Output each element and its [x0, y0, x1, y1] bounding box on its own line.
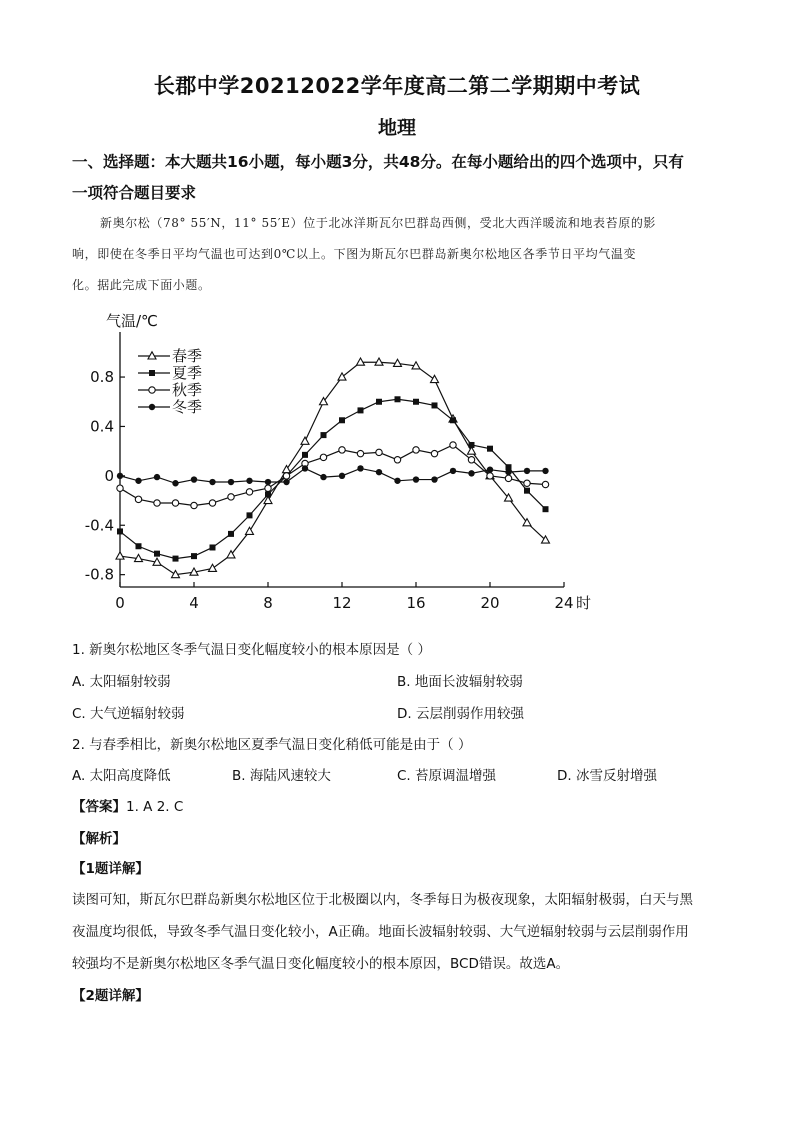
- data-point: [431, 375, 439, 382]
- q1-analysis-line1: 读图可知，斯瓦尔巴群岛新奥尔松地区位于北极圈以内，冬季每日为极夜现象，太阳辐射极弱，白天与黑: [72, 892, 693, 908]
- data-point: [431, 450, 437, 456]
- legend-entry-1: [138, 347, 202, 365]
- series-3: [117, 442, 549, 509]
- data-point: [247, 512, 253, 518]
- y-axis-label: 气温/℃: [106, 312, 158, 330]
- data-point: [172, 480, 178, 486]
- question-2-stem: 2. 与春季相比，新奥尔松地区夏季气温日变化稍低可能是由于（ ）: [72, 737, 472, 753]
- data-point: [301, 437, 309, 444]
- data-point: [487, 473, 493, 479]
- data-point: [210, 544, 216, 550]
- x-axis-label: 时: [576, 594, 592, 612]
- data-point: [321, 432, 327, 438]
- q1-analysis-line3: 较强均不是新奥尔松地区冬季气温日变化幅度较小的根本原因，BCD错误。故选A。: [72, 956, 570, 972]
- data-point: [246, 527, 254, 534]
- series-line: [120, 468, 546, 483]
- data-point: [265, 485, 271, 491]
- section-heading-line2: 一项符合题目要求: [72, 184, 197, 202]
- q2-analysis-heading: 【2题详解】: [72, 988, 149, 1004]
- data-point: [283, 473, 289, 479]
- data-point: [431, 476, 437, 482]
- data-point: [191, 502, 197, 508]
- series-line: [120, 399, 546, 558]
- q2-option-a: A. 太阳高度降低: [72, 768, 171, 784]
- y-tick-label: 0.4: [90, 417, 114, 436]
- data-point: [413, 476, 419, 482]
- legend-entry-2: [138, 364, 202, 382]
- data-point: [505, 475, 511, 481]
- answer-text: 1. A 2. C: [126, 799, 184, 815]
- data-point: [136, 543, 142, 549]
- data-point: [191, 553, 197, 559]
- data-point: [209, 479, 215, 485]
- data-point: [302, 465, 308, 471]
- legend-entry-3: [138, 381, 202, 399]
- data-point: [358, 407, 364, 413]
- data-point: [117, 485, 123, 491]
- analysis-label: 【解析】: [72, 831, 126, 847]
- data-point: [542, 468, 548, 474]
- data-point: [191, 476, 197, 482]
- q2-option-b: B. 海陆风速较大: [232, 768, 331, 784]
- data-point: [450, 442, 456, 448]
- answer-line: [72, 795, 183, 815]
- legend-marker: [149, 404, 155, 410]
- legend-marker: [148, 352, 156, 359]
- legend-label: 冬季: [172, 398, 203, 416]
- data-point: [320, 474, 326, 480]
- data-point: [117, 528, 123, 534]
- data-point: [172, 500, 178, 506]
- intro-line3: 化。据此完成下面小题。: [72, 278, 211, 292]
- q1-option-d: D. 云层削弱作用较强: [397, 706, 524, 722]
- data-point: [283, 479, 289, 485]
- data-point: [468, 457, 474, 463]
- subject-title: 地理: [377, 117, 416, 139]
- data-point: [432, 402, 438, 408]
- temperature-chart: [72, 300, 612, 620]
- chart-axes: [85, 312, 591, 612]
- q1-analysis-line2: 夜温度均很低，导致冬季气温日变化较小，A正确。地面长波辐射较弱、大气逆辐射较弱与云层削弱作用: [72, 924, 689, 940]
- data-point: [376, 399, 382, 405]
- answer-label: 【答案】: [72, 799, 126, 815]
- data-point: [209, 564, 217, 571]
- q1-option-a: A. 太阳辐射较弱: [72, 674, 171, 690]
- intro-line1: 新奥尔松（78° 55′N，11° 55′E）位于北冰洋斯瓦尔巴群岛西侧，受北大西洋暖流和地表苔原的影: [100, 216, 657, 230]
- data-point: [468, 470, 474, 476]
- data-point: [487, 466, 493, 472]
- data-point: [394, 457, 400, 463]
- intro-line2: 响，即使在冬季日平均气温也可达到0℃以上。下图为斯瓦尔巴群岛新奥尔松地区各季节日平均气温变: [72, 247, 637, 261]
- data-point: [542, 481, 548, 487]
- x-tick-label: 8: [263, 594, 273, 612]
- data-point: [394, 478, 400, 484]
- data-point: [543, 506, 549, 512]
- data-point: [116, 552, 124, 559]
- data-point: [376, 469, 382, 475]
- data-point: [228, 531, 234, 537]
- y-tick-label: -0.8: [84, 565, 114, 584]
- section-heading-line1: 一、选择题：本大题共16小题，每小题3分，共48分。在每小题给出的四个选项中，只有: [72, 153, 684, 171]
- y-tick-label: 0.8: [90, 368, 114, 387]
- x-tick-label: 4: [189, 594, 199, 612]
- data-point: [469, 442, 475, 448]
- page-title: 长郡中学20212022学年度高二第二学期期中考试: [153, 74, 641, 98]
- legend-label: 秋季: [172, 381, 203, 399]
- legend-marker: [149, 387, 155, 393]
- data-point: [524, 488, 530, 494]
- chart-legend: [138, 347, 202, 416]
- legend-label: 夏季: [172, 364, 203, 382]
- data-point: [450, 417, 456, 423]
- data-point: [450, 468, 456, 474]
- data-point: [154, 551, 160, 557]
- data-point: [265, 491, 271, 497]
- data-point: [228, 479, 234, 485]
- data-point: [246, 489, 252, 495]
- data-point: [395, 396, 401, 402]
- q2-option-d: D. 冰雪反射增强: [557, 768, 657, 784]
- y-tick-label: -0.4: [84, 516, 114, 535]
- q1-analysis-heading: 【1题详解】: [72, 861, 149, 877]
- data-point: [154, 474, 160, 480]
- data-point: [320, 454, 326, 460]
- data-point: [505, 469, 511, 475]
- data-point: [357, 450, 363, 456]
- legend-marker: [149, 370, 155, 376]
- x-tick-label: 20: [480, 594, 500, 612]
- x-tick-label: 24: [554, 594, 574, 612]
- data-point: [228, 494, 234, 500]
- data-point: [135, 496, 141, 502]
- q2-option-c: C. 苔原调温增强: [397, 768, 497, 784]
- data-point: [246, 478, 252, 484]
- data-point: [209, 500, 215, 506]
- data-point: [339, 447, 345, 453]
- legend-label: 春季: [172, 347, 203, 365]
- series-2: [117, 396, 549, 561]
- data-point: [376, 449, 382, 455]
- data-point: [117, 473, 123, 479]
- question-1-stem: 1. 新奥尔松地区冬季气温日变化幅度较小的根本原因是（ ）: [72, 642, 431, 658]
- data-point: [487, 446, 493, 452]
- data-point: [302, 452, 308, 458]
- series-line: [120, 445, 546, 506]
- data-point: [338, 373, 346, 380]
- q1-option-b: B. 地面长波辐射较弱: [397, 674, 523, 690]
- data-point: [468, 447, 476, 454]
- data-point: [283, 465, 291, 472]
- q1-option-c: C. 大气逆辐射较弱: [72, 706, 185, 722]
- data-point: [154, 500, 160, 506]
- data-point: [339, 473, 345, 479]
- data-point: [524, 468, 530, 474]
- data-point: [413, 447, 419, 453]
- data-point: [357, 465, 363, 471]
- data-point: [265, 479, 271, 485]
- data-point: [524, 480, 530, 486]
- data-point: [413, 399, 419, 405]
- x-tick-label: 0: [115, 594, 125, 612]
- data-point: [135, 478, 141, 484]
- x-tick-label: 16: [406, 594, 426, 612]
- y-tick-label: 0: [104, 466, 114, 485]
- data-point: [339, 417, 345, 423]
- legend-entry-4: [138, 398, 202, 416]
- x-tick-label: 12: [332, 594, 352, 612]
- data-point: [173, 556, 179, 562]
